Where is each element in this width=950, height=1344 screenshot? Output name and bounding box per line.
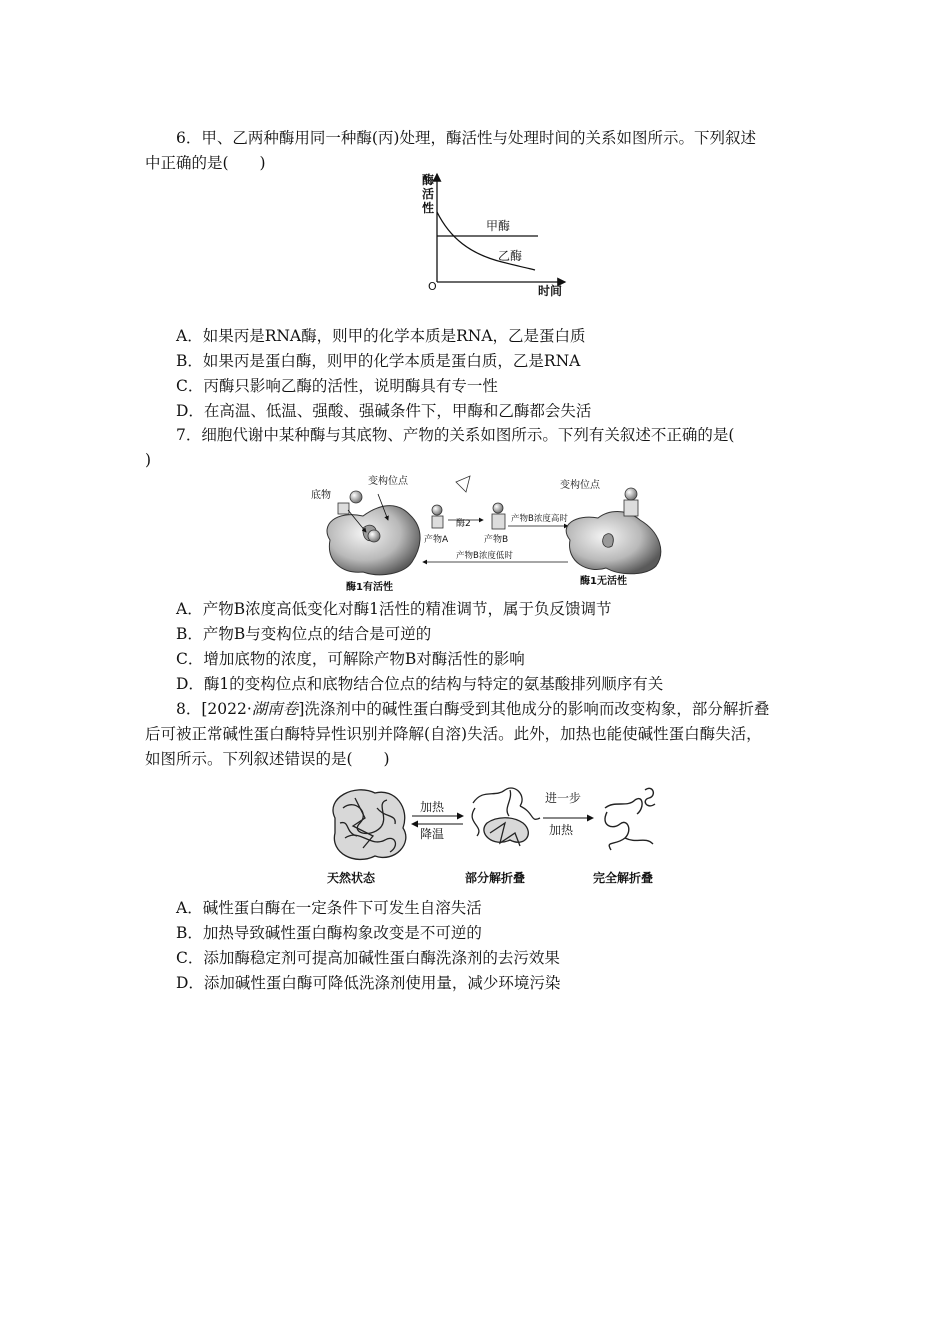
- q7-product-b-label: 产物B: [484, 535, 509, 545]
- native-state-protein: [333, 790, 406, 860]
- q7-low-label: 产物B浓度低时: [456, 551, 513, 561]
- q8-cool-label: 降温: [420, 827, 445, 841]
- q8-further-top-label: 进一步: [545, 791, 582, 805]
- q6-ylabel-char: 酶: [422, 173, 435, 187]
- enzyme2-shape: [456, 476, 470, 492]
- q6-option-b[interactable]: B．如果丙是蛋白酶，则甲的化学本质是蛋白质，乙是RNA: [176, 352, 581, 370]
- q6-option-c[interactable]: C．丙酶只影响乙酶的活性，说明酶具有专一性: [176, 377, 498, 395]
- q6-stem-line1: 6．甲、乙两种酶用同一种酶(丙)处理，酶活性与处理时间的关系如图所示。下列叙述: [176, 129, 756, 147]
- q8-option-a[interactable]: A．碱性蛋白酶在一定条件下可发生自溶失活: [176, 899, 482, 917]
- q6-stem-line2: 中正确的是( ): [145, 154, 266, 172]
- q7-stem-line2: ): [145, 451, 152, 469]
- q7-stem-line1: 7．细胞代谢中某种酶与其底物、产物的关系如图所示。下列有关叙述不正确的是(: [176, 426, 735, 444]
- q7-inactive-label: 酶1无活性: [580, 576, 627, 587]
- fully-unfolded-protein: [605, 788, 655, 850]
- q8-heat-label: 加热: [420, 800, 445, 814]
- q6-option-d[interactable]: D．在高温、低温、强酸、强碱条件下，甲酶和乙酶都会失活: [176, 402, 592, 420]
- q6-series-yi-label: 乙酶: [498, 249, 523, 263]
- q7-figure-enzyme-regulation: [308, 470, 673, 595]
- q6-series-jia-label: 甲酶: [486, 219, 511, 233]
- q7-enzyme2-label: 酶2: [456, 519, 471, 529]
- q7-allosteric-left-label: 变构位点: [368, 476, 408, 487]
- q7-option-c[interactable]: C．增加底物的浓度，可解除产物B对酶活性的影响: [176, 650, 525, 668]
- q7-active-label: 酶1有活性: [346, 582, 393, 593]
- q8-state2-label: 部分解折叠: [465, 871, 526, 885]
- q7-option-a[interactable]: A．产物B浓度高低变化对酶1活性的精准调节，属于负反馈调节: [176, 600, 612, 618]
- q7-allosteric-right-label: 变构位点: [560, 480, 600, 491]
- q6-ylabel-char: 性: [422, 201, 435, 215]
- q6-option-a[interactable]: A．如果丙是RNA酶，则甲的化学本质是RNA，乙是蛋白质: [176, 327, 586, 345]
- q8-stem-line1: 8．[2022·湖南卷]洗涤剂中的碱性蛋白酶受到其他成分的影响而改变构象，部分解折叠: [176, 700, 770, 718]
- q7-product-a-label: 产物A: [424, 535, 449, 545]
- q8-state1-label: 天然状态: [327, 871, 376, 885]
- q8-further-bottom-label: 加热: [549, 823, 574, 837]
- q8-figure-protein-unfolding: [315, 778, 675, 888]
- q6-ylabel-char: 活: [422, 187, 435, 201]
- q8-option-d[interactable]: D．添加碱性蛋白酶可降低洗涤剂使用量，减少环境污染: [176, 974, 561, 992]
- q8-stem-line2: 后可被正常碱性蛋白酶特异性识别并降解(自溶)失活。此外，加热也能使碱性蛋白酶失活，: [145, 725, 762, 743]
- q7-high-label: 产物B浓度高时: [511, 514, 568, 524]
- q7-option-d[interactable]: D．酶1的变构位点和底物结合位点的结构与特定的氨基酸排列顺序有关: [176, 675, 664, 693]
- q7-substrate-label: 底物: [311, 490, 331, 501]
- q8-option-c[interactable]: C．添加酶稳定剂可提高加碱性蛋白酶洗涤剂的去污效果: [176, 949, 560, 967]
- substrate-cube: [338, 503, 349, 514]
- substrate-ball: [350, 491, 362, 503]
- q6-origin-label: O: [428, 280, 437, 293]
- q7-option-b[interactable]: B．产物B与变构位点的结合是可逆的: [176, 625, 432, 643]
- q8-option-b[interactable]: B．加热导致碱性蛋白酶构象改变是不可逆的: [176, 924, 482, 942]
- q6-figure-line-chart: [410, 170, 570, 300]
- partially-unfolded-protein: [472, 788, 540, 846]
- q8-state3-label: 完全解折叠: [593, 871, 654, 885]
- q8-stem-line3: 如图所示。下列叙述错误的是( ): [145, 750, 390, 768]
- q6-xlabel: 时间: [538, 284, 563, 298]
- q8-source: 湖南卷: [251, 700, 299, 718]
